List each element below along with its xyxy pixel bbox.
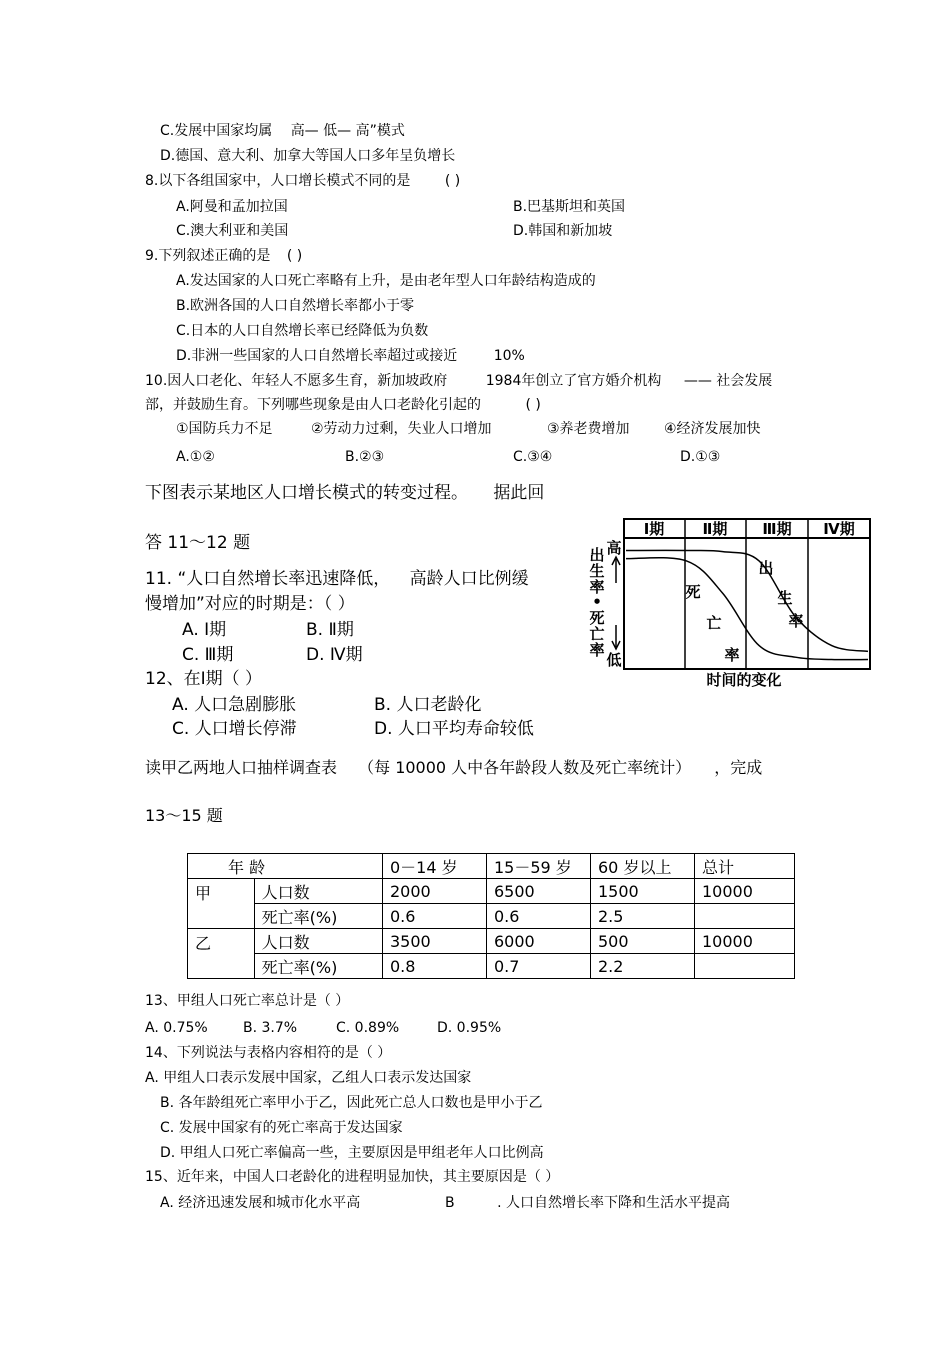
table-cell: 0.8 [383,954,487,979]
intro-13-15-note: （每 10000 人中各年龄段人数及死亡率统计） [358,758,692,777]
y-axis-label-char-1: 出 [589,546,605,564]
q10-option-a: A.①② [176,449,215,465]
q10-option-c: C.③④ [513,449,553,465]
q11-stem-part1: 11. “人口自然增长率迅速降低， [145,569,391,589]
header-age: 年 龄 [188,854,383,879]
q9-option-a: A.发达国家的人口死亡率略有上升，是由老年型人口年龄结构造成的 [176,273,596,289]
q10-item-1: ①国防兵力不足 [176,421,273,437]
q15-option-a: A. 经济迅速发展和城市化水平高 [160,1195,361,1211]
q15-stem: 15、近年来，中国人口老龄化的进程明显加快，其主要原因是（ ） [145,1169,560,1185]
birth-label-char-1: 出 [758,559,774,577]
death-label-char-3: 率 [724,646,740,664]
x-axis-label: 时间的变化 [706,671,782,689]
death-rate-line [626,558,868,660]
q8-answer-blank: ( ) [444,173,461,189]
q10-stem-part3: —— 社会发展 [683,373,773,389]
q11-option-d: D. Ⅳ期 [306,645,363,665]
q9-answer-blank: ( ) [286,248,303,264]
table-cell: 1500 [591,879,695,904]
q10-item-4: ④经济发展加快 [664,421,761,437]
q11-option-a: A. Ⅰ期 [182,620,227,640]
q9-option-d-text: D.非洲一些国家的人口自然增长率超过或接近 [176,348,458,364]
q15-option-b-text: . 人口自然增长率下降和生活水平提高 [497,1195,730,1211]
q10-stem-part2: 1984年创立了官方婚介机构 [485,373,662,389]
table-row [188,879,795,904]
header-age-60-plus: 60 岁以上 [591,854,695,879]
y-axis-label-char-3: 率 [589,578,605,596]
table-cell: 6000 [487,929,591,954]
intro-13-15-line2: 13～15 题 [145,806,223,825]
table-cell [695,954,795,979]
q14-option-b: B. 各年龄组死亡率甲小于乙，因此死亡总人口数也是甲小于乙 [160,1095,543,1111]
y-axis-label-char-6: 亡 [589,625,605,643]
q11-option-b: B. Ⅱ期 [306,620,354,640]
y-axis-label-char-7: 率 [589,641,605,659]
q9-option-c: C.日本的人口自然增长率已经降低为负数 [176,323,429,339]
table-row [188,904,795,929]
intro-13-15-end: ，完成 [714,758,763,777]
birth-label-char-2: 生 [777,589,793,607]
birth-rate-line [626,550,868,651]
q13-option-a: A. 0.75% [145,1020,208,1036]
table-cell [695,904,795,929]
q8-option-b: B.巴基斯坦和英国 [513,199,626,215]
table-cell: 6500 [487,879,591,904]
population-survey-table [187,853,795,979]
q13-option-b: B. 3.7% [243,1020,298,1036]
period-label-3: Ⅲ期 [762,520,792,538]
period-label-4: Ⅳ期 [823,520,855,538]
q13-option-d: D. 0.95% [437,1020,502,1036]
q14-option-c: C. 发展中国家有的死亡率高于发达国家 [160,1120,403,1136]
intro-11-12-line2: 答 11～12 题 [145,533,251,553]
group-yi-label: 乙 [188,929,255,979]
q9-option-d [176,347,525,365]
q10-stem-line1 [145,372,772,390]
group-jia-label: 甲 [188,879,255,929]
period-label-2: Ⅱ期 [702,520,728,538]
header-age-0-14: 0－14 岁 [383,854,487,879]
q10-option-b: B.②③ [345,449,385,465]
table-header-row [188,854,795,879]
q10-stem-line2-text: 部，并鼓励生育。下列哪些现象是由人口老龄化引起的 [145,397,481,413]
table-row [188,954,795,979]
table-row [188,929,795,954]
q12-option-c: C. 人口增长停滞 [172,719,297,739]
q14-option-d: D. 甲组人口死亡率偏高一些，主要原因是甲组老年人口比例高 [160,1145,544,1161]
table-cell: 死亡率(%) [254,904,382,929]
q15-option-b [445,1194,730,1212]
table-cell: 3500 [383,929,487,954]
intro-13-15-text: 读甲乙两地人口抽样调查表 [145,758,338,777]
header-total: 总计 [695,854,795,879]
q10-option-d: D.①③ [680,449,721,465]
period-label-1: Ⅰ期 [643,520,665,538]
q10-item-3: ③养老费增加 [547,421,630,437]
q8-option-a: A.阿曼和孟加拉国 [176,199,288,215]
y-axis-low-label: 低 [606,651,622,669]
q8-stem-text: 8.以下各组国家中，人口增长模式不同的是 [145,173,411,189]
intro-11-12-text: 下图表示某地区人口增长模式的转变过程。 [145,483,468,503]
table-cell: 0.7 [487,954,591,979]
y-axis-label-char-4: • [592,593,602,611]
q9-stem-text: 9.下列叙述正确的是 [145,248,271,264]
table-cell: 人口数 [254,879,382,904]
q13-stem: 13、甲组人口死亡率总计是（ ） [145,993,350,1009]
q13-option-c: C. 0.89% [336,1020,400,1036]
q7-option-c-prefix: C.发展中国家均属 [160,123,273,139]
table-cell: 2000 [383,879,487,904]
table-cell: 2.5 [591,904,695,929]
q12-option-b: B. 人口老龄化 [374,695,482,715]
q15-option-b-letter: B [445,1195,455,1211]
intro-11-12-text-end: 据此回 [493,483,545,503]
q11-stem-line1 [145,568,529,590]
q14-stem: 14、下列说法与表格内容相符的是（ ） [145,1045,392,1061]
birth-label-char-3: 率 [788,612,804,630]
table-cell: 0.6 [487,904,591,929]
q7-option-c-pattern: 高— 低— 高”模式 [290,123,405,139]
q8-option-c: C.澳大利亚和美国 [176,223,289,239]
table-cell: 人口数 [254,929,382,954]
y-axis-label-char-5: 死 [589,609,605,627]
q9-stem [145,247,302,265]
death-label-char-2: 亡 [706,614,722,632]
table-cell: 500 [591,929,695,954]
q8-stem [145,172,460,190]
table-cell: 2.2 [591,954,695,979]
q8-option-d: D.韩国和新加坡 [513,223,613,239]
q9-option-b: B.欧洲各国的人口自然增长率都小于零 [176,298,415,314]
q12-stem: 12、在Ⅰ期（ ） [145,669,263,689]
q9-option-d-value: 10% [493,348,525,364]
q10-stem-part1: 10.因人口老化、年轻人不愿多生育，新加坡政府 [145,373,448,389]
q11-option-c: C. Ⅲ期 [182,645,234,665]
header-age-15-59: 15－59 岁 [487,854,591,879]
intro-11-12-line1 [145,482,544,504]
intro-13-15-line1 [145,758,762,778]
q10-answer-blank: ( ) [525,397,541,413]
y-axis-label-char-2: 生 [589,562,605,580]
table-cell: 10000 [695,929,795,954]
q12-option-a: A. 人口急剧膨胀 [172,695,297,715]
q11-stem-line2: 慢增加”对应的时期是：（ ） [145,594,355,614]
q10-item-2: ②劳动力过剩，失业人口增加 [311,421,492,437]
table-cell: 10000 [695,879,795,904]
q7-option-d: D.德国、意大利、加拿大等国人口多年呈负增长 [160,148,456,164]
y-axis-high-label: 高 [606,539,622,557]
table-cell: 死亡率(%) [254,954,382,979]
death-label-char-1: 死 [685,583,701,601]
table-cell: 0.6 [383,904,487,929]
q14-option-a: A. 甲组人口表示发展中国家，乙组人口表示发达国家 [145,1070,472,1086]
population-transition-chart [586,515,886,690]
q11-stem-part2: 高龄人口比例缓 [409,569,529,589]
q10-stem-line2 [145,396,541,414]
q7-option-c [160,122,405,140]
q12-option-d: D. 人口平均寿命较低 [374,719,534,739]
